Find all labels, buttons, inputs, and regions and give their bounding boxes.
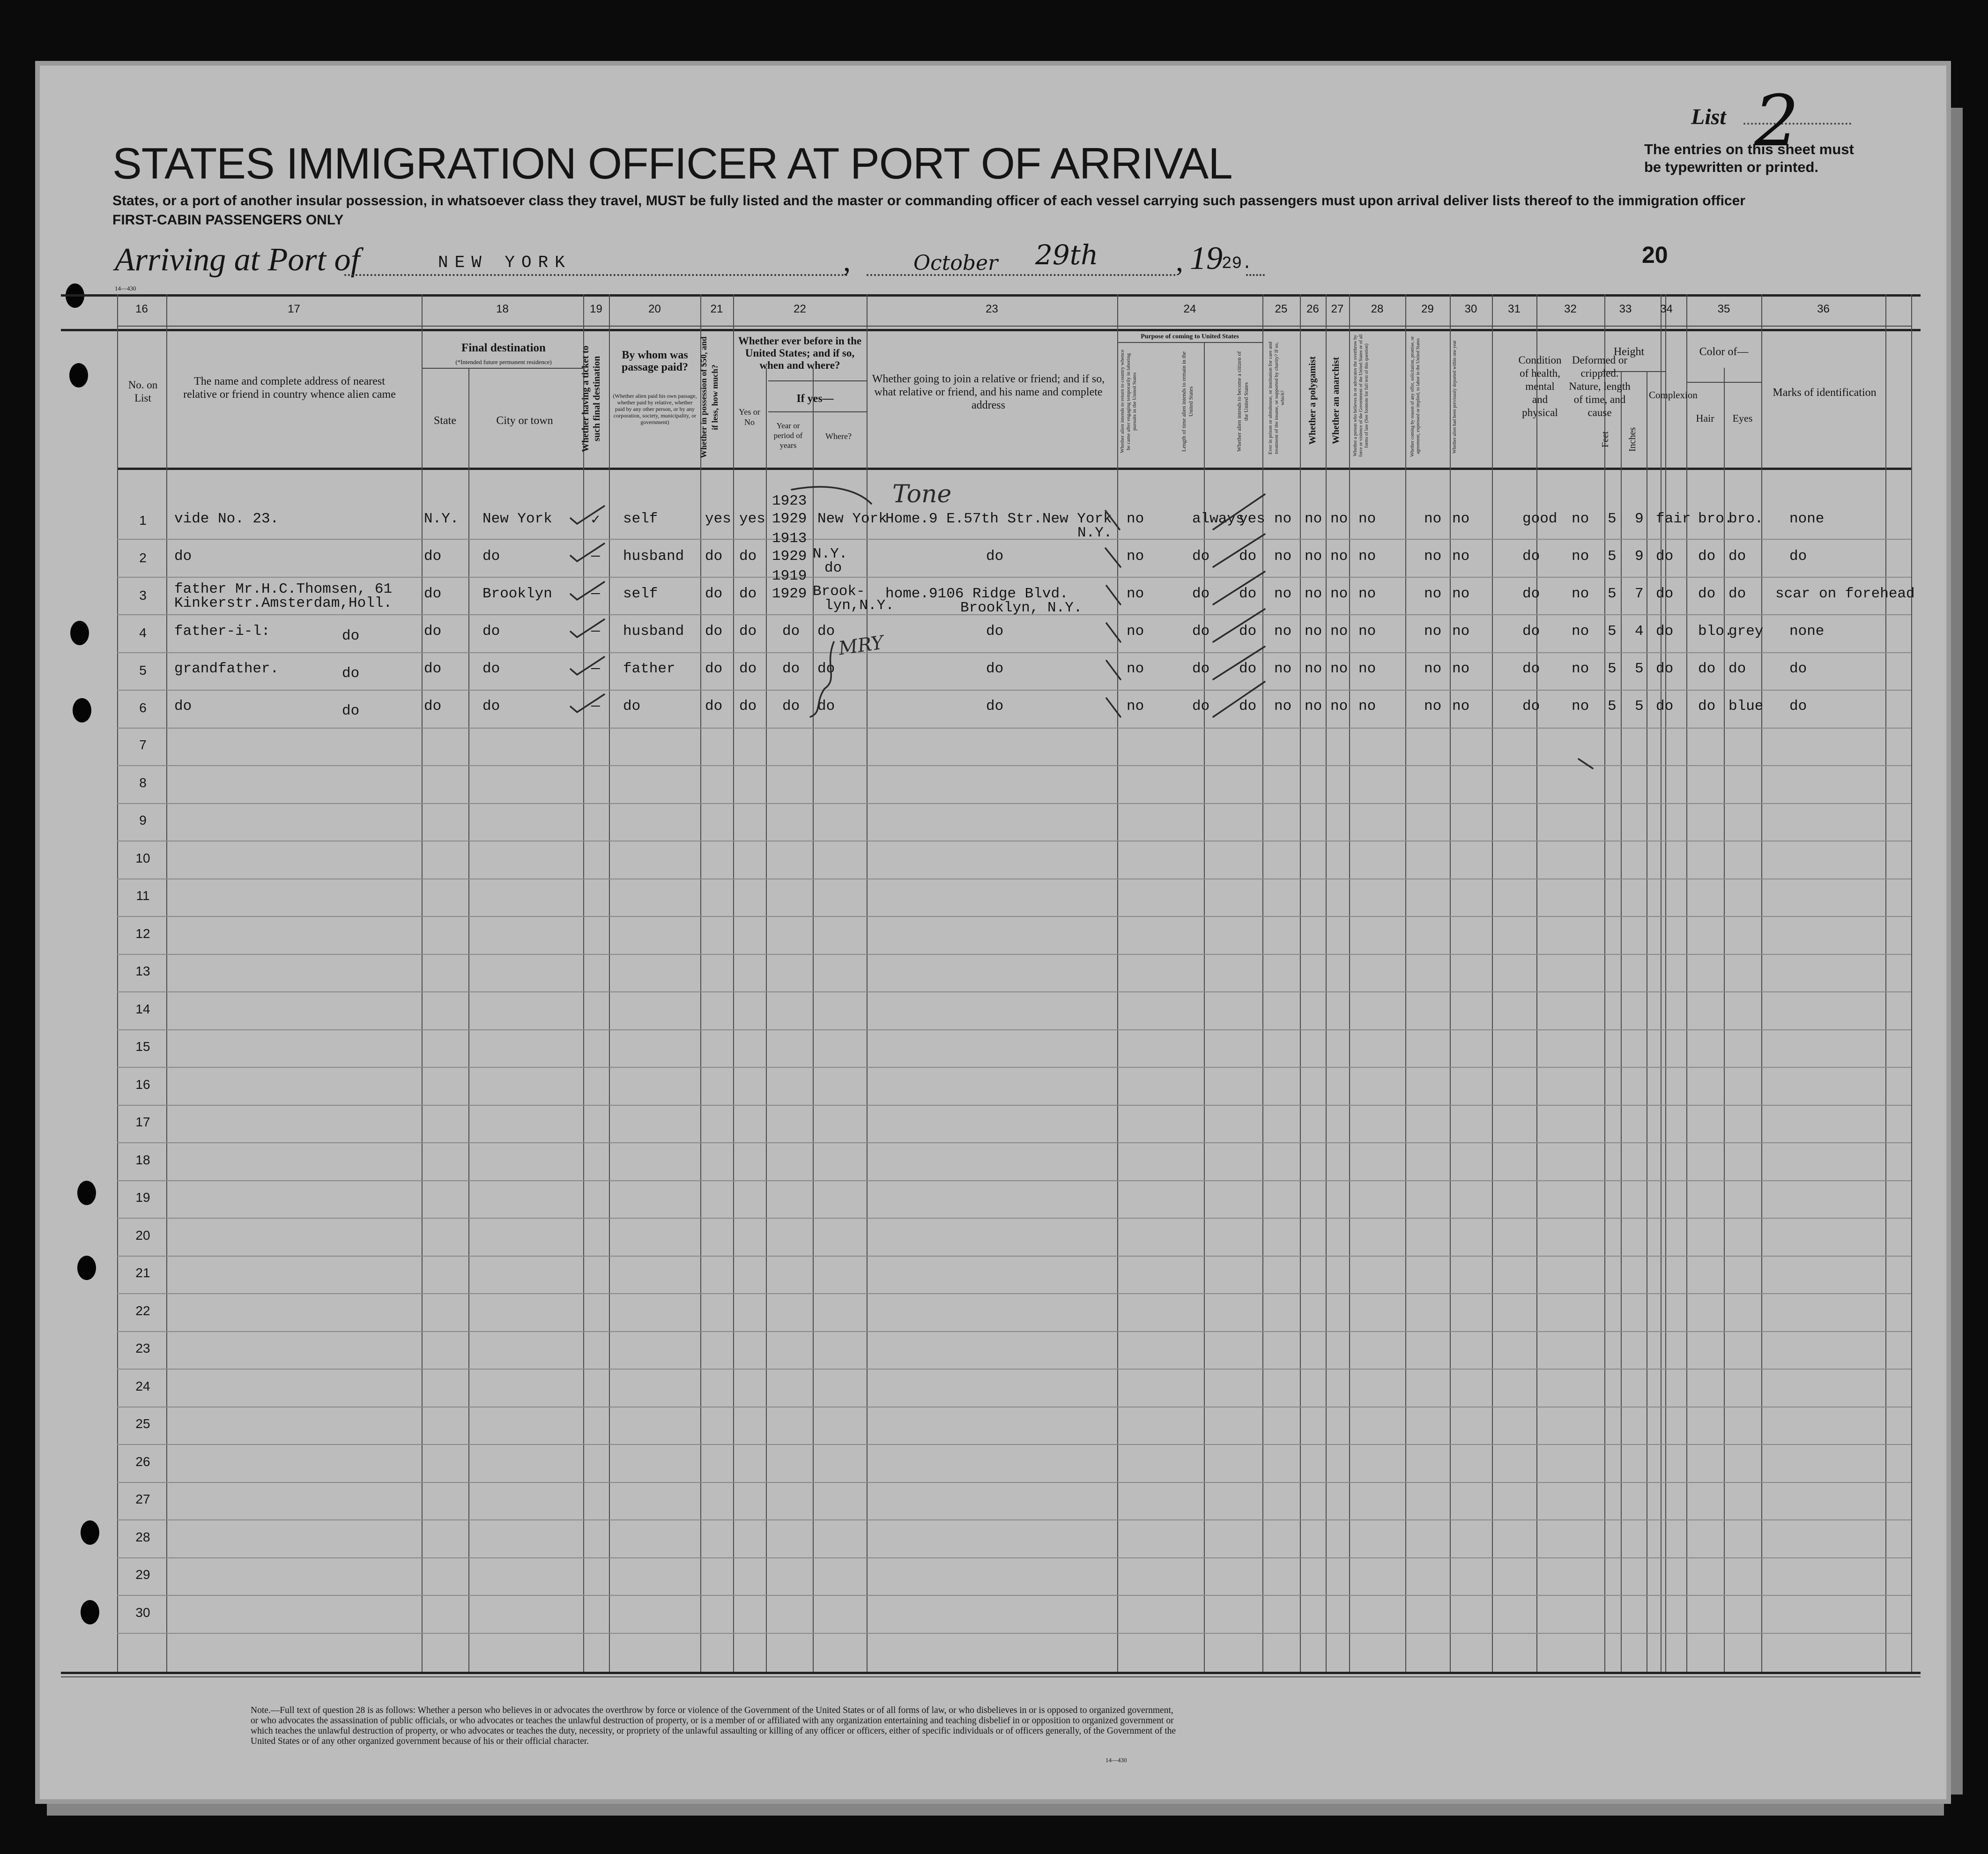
column-number: 31: [1508, 303, 1521, 315]
marks-value: scar on forehead: [1775, 586, 1915, 602]
column-number: 29: [1421, 303, 1434, 315]
port-value: NEW YORK: [438, 253, 571, 272]
column-number: 32: [1564, 303, 1577, 315]
purpose-b-value: do: [1192, 623, 1210, 640]
feet-value: 5: [1608, 548, 1617, 565]
row-number: 16: [135, 1077, 150, 1092]
deported-value: no: [1452, 623, 1470, 640]
year-suffix: 29.: [1222, 254, 1252, 273]
day-value: 29th: [1035, 239, 1098, 271]
joining-value: do: [986, 623, 1004, 640]
state-value: do: [424, 661, 442, 677]
row-number: 9: [139, 813, 147, 827]
header-prison: Ever in prison or almshouse, or institution for care and treatment of the insane, or supported by charity? If so, which?: [1268, 342, 1285, 454]
deported-value: no: [1452, 511, 1470, 527]
feet-value: 5: [1608, 586, 1617, 602]
header-final-destination: Final destination: [461, 342, 546, 354]
ticket-value: —: [591, 661, 600, 677]
feet-value: 5: [1608, 661, 1617, 677]
form-code: 14—430: [115, 285, 136, 292]
deported-value: no: [1452, 698, 1470, 715]
city-value: Brooklyn: [482, 586, 552, 602]
header-ever-before: Whether ever before in the United States; and if so, when and where?: [738, 335, 862, 371]
city-value: do: [482, 623, 500, 640]
polygamist-value: no: [1305, 586, 1322, 602]
health-value: do: [1522, 586, 1540, 602]
page-title: STATES IMMIGRATION OFFICER AT PORT OF ARRIVAL: [112, 139, 1232, 188]
city-value: do: [482, 698, 500, 715]
row-number: 21: [135, 1266, 150, 1280]
purpose-b-value: do: [1192, 586, 1210, 602]
prison-value: no: [1274, 623, 1292, 640]
relative-address: do: [174, 548, 192, 565]
anarchist-value: no: [1330, 511, 1348, 527]
period-value: 1919: [772, 568, 807, 584]
deformed-value: no: [1572, 698, 1589, 715]
purpose-b-value: always: [1192, 511, 1245, 527]
header-city: City or town: [496, 415, 553, 427]
arriving-label: Arriving at Port of: [115, 242, 360, 278]
row-number: 20: [135, 1228, 150, 1243]
contract-labor-value: no: [1424, 548, 1442, 565]
row-number: 10: [135, 850, 150, 865]
header-complexion: Complexion: [1649, 389, 1698, 401]
relative-address: father Mr.H.C.Thomsen, 61: [174, 581, 393, 597]
relative-address-ditto: do: [342, 665, 360, 682]
header-purpose-b: Length of time alien intends to remain in the United States: [1180, 351, 1194, 452]
column-number: 33: [1619, 303, 1632, 315]
header-where: Where?: [825, 432, 852, 441]
prison-value: no: [1274, 586, 1292, 602]
inches-value: 7: [1635, 586, 1644, 602]
header-passage-paid: By whom was passage paid?: [621, 349, 689, 373]
header-eyes: Eyes: [1732, 412, 1753, 424]
column-number: 17: [288, 303, 300, 315]
header-contract-labor: Whether coming by reason of any offer, solicitation, promise, or agreement, expressed or implied, to labor in the United States: [1410, 336, 1421, 457]
inches-value: 5: [1635, 698, 1644, 715]
inches-value: 9: [1635, 548, 1644, 565]
joining-value: do: [986, 661, 1004, 677]
purpose-c-value: do: [1239, 623, 1257, 640]
header-anarchist: Whether an anarchist: [1331, 357, 1341, 444]
period-value: do: [782, 698, 800, 715]
state-value: N.Y.: [424, 511, 459, 527]
purpose-b-value: do: [1192, 661, 1210, 677]
handwritten-mry: MRY: [837, 632, 885, 660]
header-feet: Feet: [1600, 431, 1610, 448]
header-state: State: [434, 415, 456, 427]
column-number: 26: [1306, 303, 1319, 315]
prison-value: no: [1274, 661, 1292, 677]
complexion-value: do: [1656, 661, 1674, 677]
column-number: 21: [710, 303, 723, 315]
row-number: 25: [135, 1416, 150, 1431]
row-number: 22: [135, 1303, 150, 1318]
period-value: do: [782, 661, 800, 677]
contract-labor-value: no: [1424, 511, 1442, 527]
joining-value: home.9106 Ridge Blvd.: [885, 586, 1068, 602]
row-number: 24: [135, 1378, 150, 1393]
ticket-value: ✓: [591, 512, 600, 529]
period-value: 1923: [772, 493, 807, 509]
row-number: 29: [135, 1567, 150, 1582]
header-passage-paid-note: (Whether alien paid his own passage, whether paid by relative, whether paid by any other person, or by any corporation, society, municipality, or government): [613, 393, 697, 425]
header-hair: Hair: [1696, 412, 1714, 424]
header-purpose-c: Whether alien intends to become a citizen of the United States: [1236, 351, 1249, 452]
column-number: 36: [1817, 303, 1830, 315]
fifty-dollars-value: do: [705, 623, 723, 640]
relative-address-ditto: do: [342, 628, 360, 644]
footnote-form-code: 14—430: [1105, 1757, 1127, 1764]
purpose-a-value: no: [1127, 661, 1144, 677]
column-number: 22: [794, 303, 806, 315]
header-if-yes: If yes—: [796, 393, 834, 405]
purpose-c-value: yes: [1239, 511, 1265, 527]
deported-value: no: [1452, 661, 1470, 677]
row-number: 12: [135, 926, 150, 941]
ticket-value: —: [591, 548, 600, 565]
purpose-c-value: do: [1239, 698, 1257, 715]
question-28-value: no: [1358, 623, 1376, 640]
column-number: 30: [1464, 303, 1477, 315]
purpose-a-value: no: [1127, 548, 1144, 565]
relative-address-ditto: do: [342, 703, 360, 719]
header-fifty-dollars: Whether in possession of $50, and if less, how much?: [699, 336, 720, 458]
polygamist-value: no: [1305, 698, 1322, 715]
state-value: do: [424, 623, 442, 640]
polygamist-value: no: [1305, 548, 1322, 565]
passage-paid-value: self: [623, 586, 658, 602]
column-number: 25: [1275, 303, 1288, 315]
row-number: 19: [135, 1190, 150, 1205]
feet-value: 5: [1608, 623, 1617, 640]
question-28-value: no: [1358, 661, 1376, 677]
where-value: do: [817, 661, 835, 677]
health-value: do: [1522, 698, 1540, 715]
list-number: 2: [1754, 81, 1799, 162]
header-deformed: Deformed or crippled. Nature, length of time, and cause: [1569, 354, 1631, 418]
where-value: do: [817, 623, 835, 640]
hair-value: do: [1698, 698, 1716, 715]
health-value: do: [1522, 661, 1540, 677]
period-value: 1929: [772, 586, 807, 602]
joining-value: do: [986, 698, 1004, 715]
relative-address-cont: Kinkerstr.Amsterdam,Holl.: [174, 595, 393, 611]
complexion-value: fair: [1656, 511, 1691, 527]
month-value: October: [913, 251, 998, 275]
contract-labor-value: no: [1424, 661, 1442, 677]
row-number: 28: [135, 1529, 150, 1544]
class-note: FIRST-CABIN PASSENGERS ONLY: [112, 212, 344, 228]
header-year-period: Year or period of years: [773, 421, 803, 450]
passage-paid-value: husband: [623, 623, 684, 640]
row-number: 14: [135, 1001, 150, 1016]
column-number: 23: [986, 303, 998, 315]
passage-paid-value: father: [623, 661, 675, 677]
column-number: 20: [648, 303, 661, 315]
row-number: 6: [139, 700, 147, 715]
purpose-c-value: do: [1239, 661, 1257, 677]
marks-value: do: [1789, 548, 1807, 565]
ever-before-value: do: [739, 548, 757, 565]
fifty-dollars-value: do: [705, 586, 723, 602]
list-label: List: [1691, 104, 1726, 129]
passage-paid-value: self: [623, 511, 658, 527]
city-value: do: [482, 548, 500, 565]
purpose-a-value: no: [1127, 698, 1144, 715]
anarchist-value: no: [1330, 661, 1348, 677]
eyes-value: blue: [1728, 698, 1764, 715]
feet-value: 5: [1608, 698, 1617, 715]
row-number: 23: [135, 1341, 150, 1355]
entries-note-line: The entries on this sheet must: [1644, 141, 1854, 157]
purpose-a-value: no: [1127, 586, 1144, 602]
row-number: 30: [135, 1605, 150, 1620]
header-color-of: Color of—: [1699, 346, 1749, 358]
prison-value: no: [1274, 548, 1292, 565]
inches-value: 4: [1635, 623, 1644, 640]
complexion-value: do: [1656, 698, 1674, 715]
eyes-value: do: [1728, 661, 1746, 677]
header-final-destination-note: (*Intended future permanent residence): [455, 358, 552, 365]
entries-note-line: be typewritten or printed.: [1644, 159, 1819, 175]
header-deported: Whether alien had been previously deported within one year: [1452, 340, 1457, 454]
city-value: New York: [482, 511, 552, 527]
complexion-value: do: [1656, 586, 1674, 602]
row-number: 26: [135, 1454, 150, 1469]
column-number: 35: [1717, 303, 1730, 315]
fifty-dollars-value: do: [705, 661, 723, 677]
deported-value: no: [1452, 548, 1470, 565]
marks-value: do: [1789, 661, 1807, 677]
header-height: Height: [1613, 346, 1645, 358]
row-number: 11: [136, 888, 150, 903]
purpose-c-value: do: [1239, 548, 1257, 565]
row-number: 13: [135, 964, 150, 978]
question-28-value: no: [1358, 511, 1376, 527]
health-value: do: [1522, 623, 1540, 640]
header-question-28: Whether a person who believes in or advocates the overthrow by force or violence of the Government of the United States or of all forms of law (See footnote for full text of this question): [1353, 334, 1369, 457]
joining-value: do: [986, 548, 1004, 565]
where-value: do: [817, 698, 835, 715]
header-polygamist: Whether a polygamist: [1307, 356, 1318, 445]
eyes-value: grey: [1728, 623, 1764, 640]
column-number: 19: [590, 303, 602, 315]
state-value: do: [424, 586, 442, 602]
relative-address: vide No. 23.: [174, 511, 279, 527]
row-number: 15: [135, 1039, 150, 1054]
column-number: 34: [1660, 303, 1673, 315]
relative-address: grandfather.: [174, 661, 279, 677]
deformed-value: no: [1572, 623, 1589, 640]
header-relative: The name and complete address of nearest relative or friend in country whence alien came: [183, 375, 396, 401]
city-value: do: [482, 661, 500, 677]
fifty-dollars-value: do: [705, 548, 723, 565]
footnote: Note.—Full text of question 28 is as follows: Whether a person who believes in or advocates the overthrow by force or violence of the Government of the United States or of all forms of law, or who disbelieves in or is opposed to organized government, or who advocates the assassination of public officials, or who advocates or teaches the unlawful destruction of property, or is a member of or affiliated with any organization entertaining and teaching disbelief in or opposition to organized government or which teaches the unlawful destruction of property, or who advocates or teaches the duty, necessity, or propriety of the unlawful assaulting or killing of any officer or officers, either of specific individuals or of officers generally, of the Government of the United States or of any other organized government because of his or their official character.: [251, 1705, 1176, 1746]
row-number: 7: [139, 737, 147, 752]
header-no-on-list: No. on List: [128, 379, 158, 404]
sheet-number: 20: [1642, 242, 1668, 268]
column-number: 24: [1183, 303, 1196, 315]
relative-address: father-i-l:: [174, 623, 270, 640]
column-number: 18: [496, 303, 509, 315]
deported-value: no: [1452, 586, 1470, 602]
purpose-c-value: do: [1239, 586, 1257, 602]
contract-labor-value: no: [1424, 586, 1442, 602]
ever-before-value: do: [739, 698, 757, 715]
ticket-value: —: [591, 586, 600, 602]
header-purpose-a: Whether alien intends to return to country whence he came after engaging temporarily in laboring pursuits in the United States: [1120, 350, 1137, 454]
joining-value: Home.9 E.57th Str.New York: [885, 511, 1112, 527]
row-number: 17: [135, 1115, 150, 1129]
comma: ,: [1176, 244, 1183, 277]
passage-paid-value: husband: [623, 548, 684, 565]
fifty-dollars-value: yes: [705, 511, 731, 527]
purpose-a-value: no: [1127, 623, 1144, 640]
joining-value-cont: Brooklyn, N.Y.: [960, 600, 1083, 616]
header-yes-no: Yes or No: [739, 407, 760, 427]
ever-before-value: yes: [739, 511, 765, 527]
handwritten-tone: Tone: [892, 480, 952, 508]
hair-value: blo.: [1698, 623, 1733, 640]
period-value: do: [782, 623, 800, 640]
polygamist-value: no: [1305, 623, 1322, 640]
question-28-value: no: [1358, 698, 1376, 715]
period-value: 1913: [772, 530, 807, 547]
complexion-value: do: [1656, 548, 1674, 565]
where-value: N.Y.: [813, 546, 848, 562]
state-value: do: [424, 698, 442, 715]
ever-before-value: do: [739, 623, 757, 640]
joining-value-cont: N.Y.: [1077, 525, 1113, 541]
question-28-value: no: [1358, 548, 1376, 565]
complexion-value: do: [1656, 623, 1674, 640]
marks-value: none: [1789, 623, 1825, 640]
where-value: do: [824, 560, 842, 576]
deformed-value: no: [1572, 511, 1589, 527]
prison-value: no: [1274, 511, 1292, 527]
header-purpose: Purpose of coming to United States: [1141, 333, 1239, 340]
inches-value: 5: [1635, 661, 1644, 677]
polygamist-value: no: [1305, 511, 1322, 527]
purpose-b-value: do: [1192, 548, 1210, 565]
polygamist-value: no: [1305, 661, 1322, 677]
ticket-value: —: [591, 623, 600, 640]
ever-before-value: do: [739, 586, 757, 602]
comma: ,: [843, 244, 851, 277]
deformed-value: no: [1572, 661, 1589, 677]
relative-address: do: [174, 698, 192, 715]
purpose-b-value: do: [1192, 698, 1210, 715]
header-inches: Inches: [1627, 427, 1638, 452]
instruction-text: States, or a port of another insular possession, in whatsoever class they travel, MUST be fully listed and the master or commanding officer of each vessel carrying such passengers must upon arrival deliver lists thereof to the immigration officer: [112, 193, 1745, 208]
period-value: 1929: [772, 511, 807, 527]
where-value: New York: [817, 511, 887, 527]
row-number: 2: [139, 551, 147, 565]
hair-value: bro.: [1698, 511, 1733, 527]
health-value: do: [1522, 548, 1540, 565]
row-number: 3: [139, 588, 147, 603]
contract-labor-value: no: [1424, 698, 1442, 715]
purpose-a-value: no: [1127, 511, 1144, 527]
state-value: do: [424, 548, 442, 565]
deformed-value: no: [1572, 586, 1589, 602]
marks-value: do: [1789, 698, 1807, 715]
header-joining: Whether going to join a relative or friend; and if so, what relative or friend, and his name and complete address: [872, 373, 1105, 411]
prison-value: no: [1274, 698, 1292, 715]
deformed-value: no: [1572, 548, 1589, 565]
where-value: Brook-: [813, 583, 865, 600]
row-number: 27: [135, 1492, 150, 1506]
fifty-dollars-value: do: [705, 698, 723, 715]
header-ticket: Whether having a ticket to such final destination: [580, 345, 602, 452]
header-health: Condition of health, mental and physical: [1518, 354, 1562, 418]
feet-value: 5: [1608, 511, 1617, 527]
column-number: 27: [1331, 303, 1344, 315]
health-value: good: [1522, 511, 1558, 527]
eyes-value: do: [1728, 586, 1746, 602]
header-marks: Marks of identification: [1773, 387, 1877, 399]
row-number: 1: [139, 513, 147, 528]
ever-before-value: do: [739, 661, 757, 677]
anarchist-value: no: [1330, 586, 1348, 602]
ticket-value: —: [591, 698, 600, 715]
period-value: 1929: [772, 548, 807, 565]
row-number: 5: [139, 663, 147, 678]
anarchist-value: no: [1330, 548, 1348, 565]
marks-value: none: [1789, 511, 1825, 527]
row-number: 8: [139, 775, 147, 790]
year-prefix: 19: [1190, 240, 1223, 276]
question-28-value: no: [1358, 586, 1376, 602]
column-number: 28: [1371, 303, 1384, 315]
where-value: lyn,N.Y.: [824, 597, 894, 614]
anarchist-value: no: [1330, 698, 1348, 715]
inches-value: 9: [1635, 511, 1644, 527]
row-number: 4: [139, 625, 147, 640]
hair-value: do: [1698, 586, 1716, 602]
hair-value: do: [1698, 661, 1716, 677]
eyes-value: do: [1728, 548, 1746, 565]
anarchist-value: no: [1330, 623, 1348, 640]
passage-paid-value: do: [623, 698, 641, 715]
hair-value: do: [1698, 548, 1716, 565]
column-number: 16: [135, 303, 148, 315]
row-number: 18: [135, 1152, 150, 1167]
contract-labor-value: no: [1424, 623, 1442, 640]
eyes-value: bro.: [1728, 511, 1764, 527]
